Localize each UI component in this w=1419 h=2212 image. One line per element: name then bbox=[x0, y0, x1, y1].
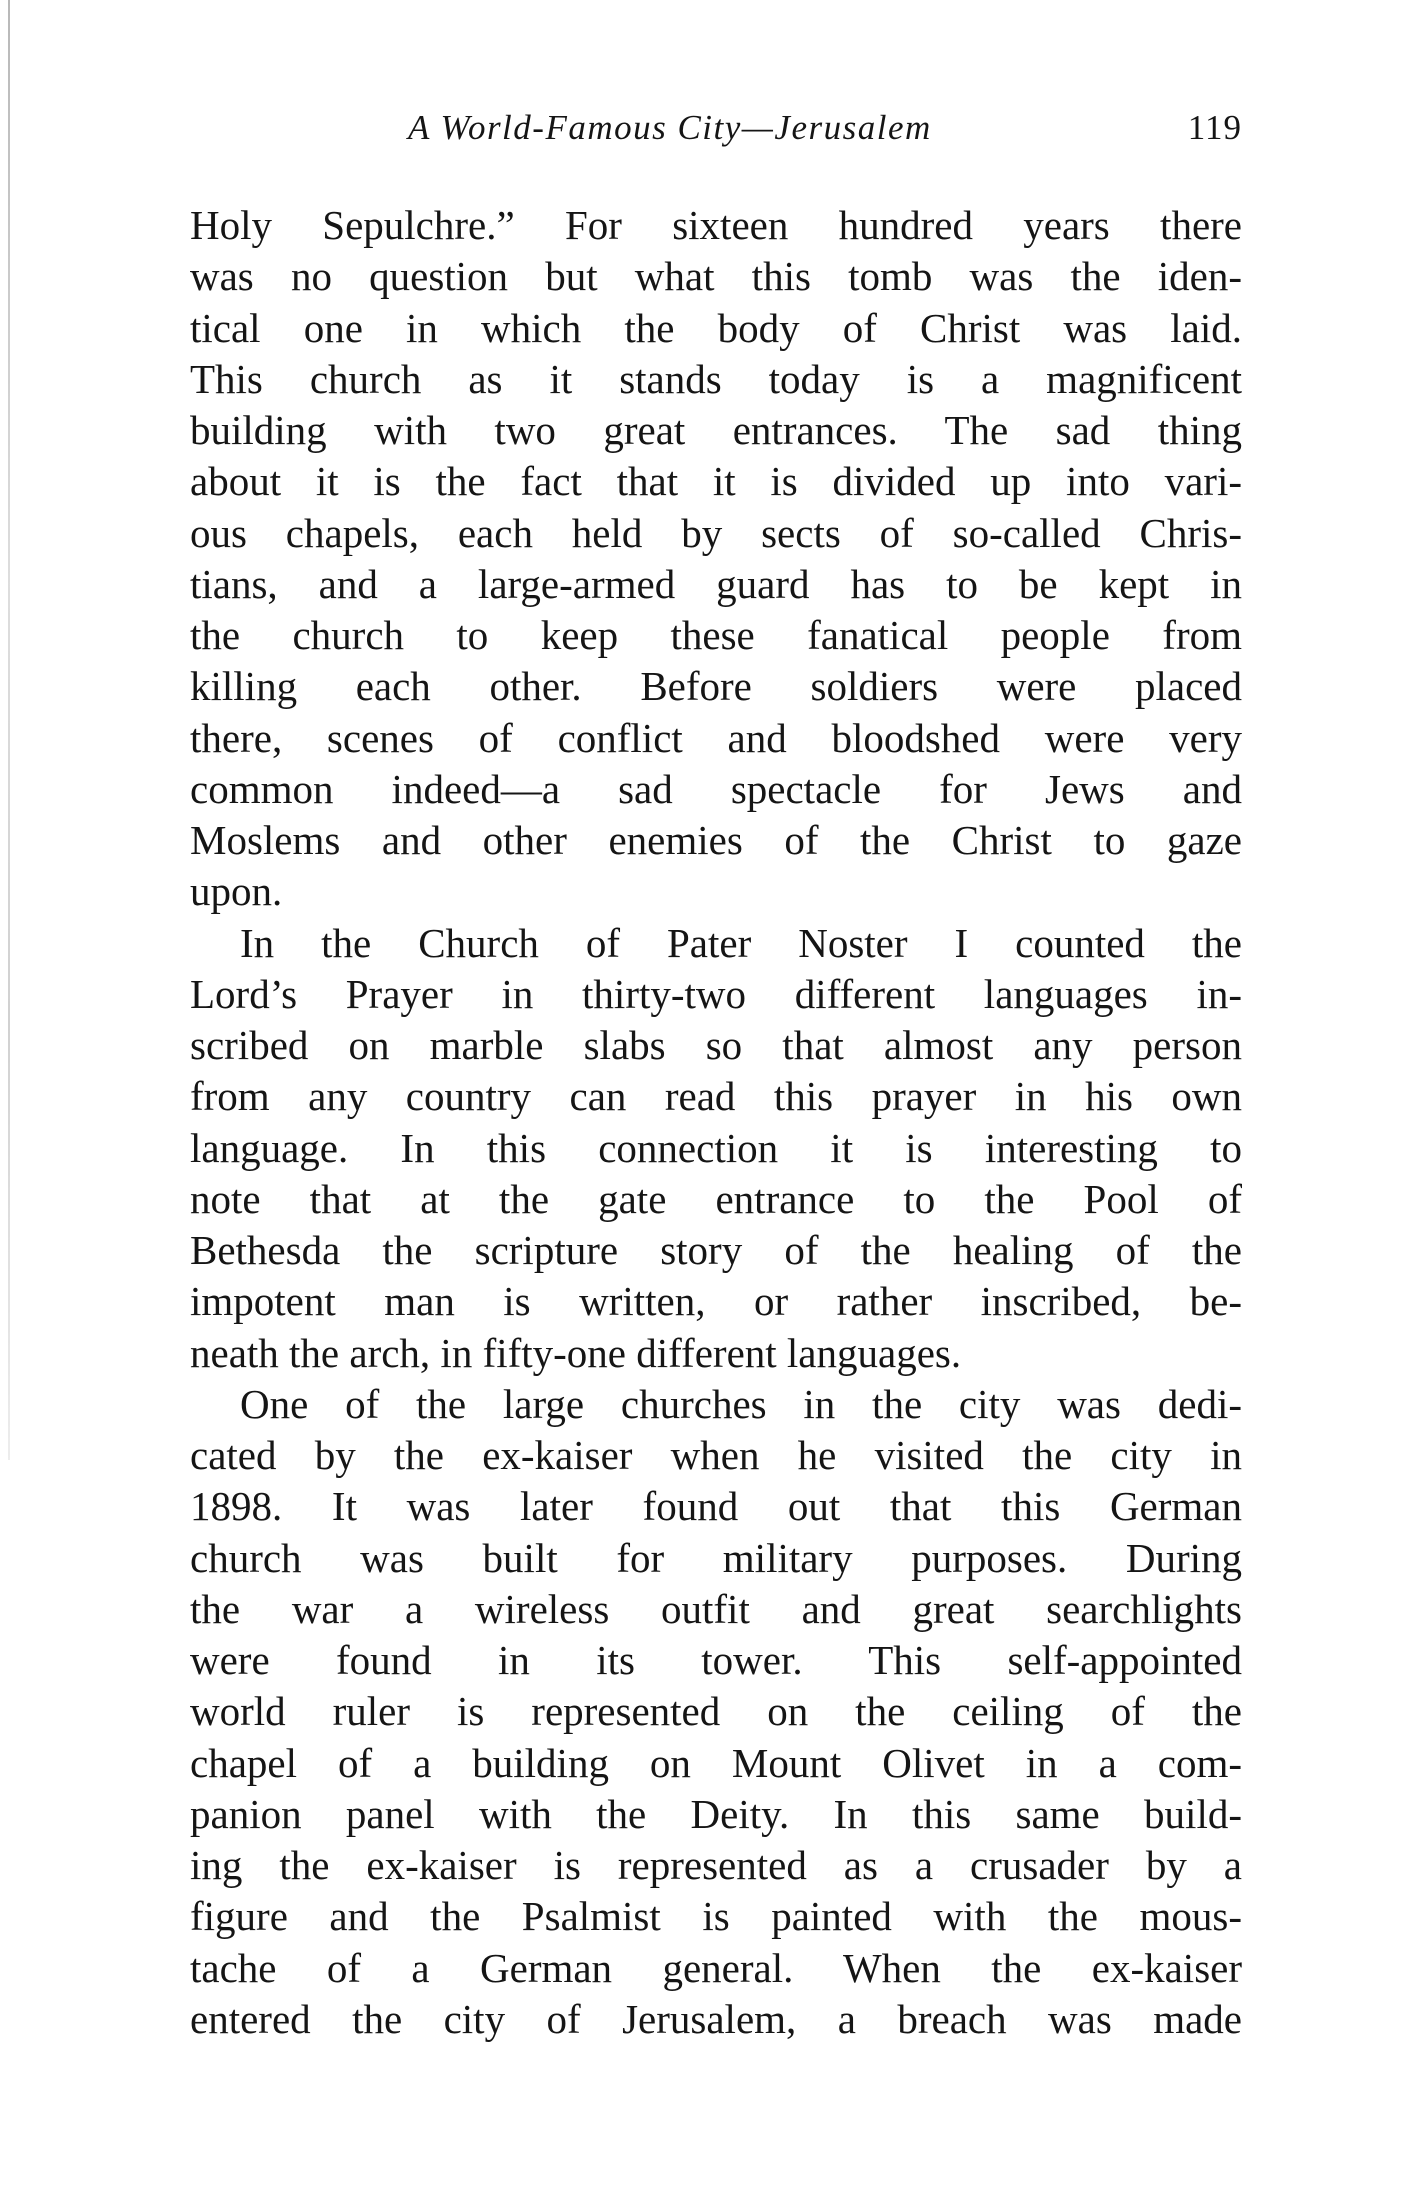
text-line: chapel of a building on Mount Olivet in a com- bbox=[190, 1739, 1242, 1786]
text-line: Bethesda the scripture story of the healing of the bbox=[190, 1227, 1242, 1273]
text-line: was no question but what this tomb was the iden- bbox=[190, 253, 1242, 300]
text-line: from any country can read this prayer in his own bbox=[190, 1073, 1242, 1120]
text-line: One of the large churches in the city was dedi- bbox=[240, 1380, 1242, 1427]
text-line: tache of a German general. When the ex-kaiser bbox=[190, 1944, 1242, 1991]
text-line: tical one in which the body of Christ was laid. bbox=[190, 304, 1242, 351]
text-line: cated by the ex-kaiser when he visited the city in bbox=[190, 1432, 1242, 1478]
text-line: entered the city of Jerusalem, a breach was made bbox=[190, 1995, 1242, 2042]
running-title: A World-Famous City—Jerusalem bbox=[408, 108, 932, 147]
text-line: This church as it stands today is a magnificent bbox=[190, 355, 1242, 402]
paragraph-2 bbox=[190, 918, 1242, 1379]
text-line: common indeed—a sad spectacle for Jews and bbox=[190, 765, 1242, 812]
text-line: panion panel with the Deity. In this same build- bbox=[190, 1790, 1242, 1837]
text-line: figure and the Psalmist is painted with the mous- bbox=[190, 1893, 1242, 1940]
text-line: the war a wireless outfit and great searchlights bbox=[190, 1585, 1242, 1632]
paragraph-1 bbox=[190, 200, 1242, 918]
text-line: about it is the fact that it is divided up into vari- bbox=[190, 458, 1242, 505]
text-line: Moslems and other enemies of the Christ to gaze bbox=[190, 817, 1242, 863]
text-line: neath the arch, in fifty-one different languages. bbox=[190, 1329, 962, 1376]
text-line: In the Church of Pater Noster I counted the bbox=[240, 919, 1242, 966]
text-line: scribed on marble slabs so that almost any person bbox=[190, 1022, 1242, 1068]
text-line: church was built for military purposes. During bbox=[190, 1534, 1242, 1581]
text-line: language. In this connection it is interesting to bbox=[190, 1124, 1242, 1171]
body-text bbox=[190, 200, 1242, 2045]
text-line: building with two great entrances. The sad thing bbox=[190, 407, 1242, 453]
text-line: there, scenes of conflict and bloodshed were very bbox=[190, 714, 1242, 761]
running-head bbox=[190, 108, 1242, 158]
text-line: impotent man is written, or rather inscribed, be- bbox=[190, 1278, 1242, 1325]
text-line: were found in its tower. This self-appointed bbox=[190, 1637, 1242, 1683]
text-line: ous chapels, each held by sects of so-called Chris- bbox=[190, 509, 1242, 556]
text-line: upon. bbox=[190, 868, 283, 915]
text-line: 1898. It was later found out that this German bbox=[190, 1483, 1242, 1530]
text-line: world ruler is represented on the ceiling of the bbox=[190, 1688, 1242, 1735]
page-number: 119 bbox=[1187, 108, 1242, 147]
text-line: tians, and a large-armed guard has to be kept in bbox=[190, 560, 1242, 607]
text-line: the church to keep these fanatical people from bbox=[190, 612, 1242, 658]
text-line: note that at the gate entrance to the Pool of bbox=[190, 1175, 1242, 1222]
text-line: killing each other. Before soldiers were placed bbox=[190, 663, 1242, 710]
text-line: Holy Sepulchre.” For sixteen hundred years there bbox=[190, 202, 1242, 248]
paragraph-3 bbox=[190, 1379, 1242, 2045]
text-line: Lord’s Prayer in thirty-two different languages in- bbox=[190, 970, 1242, 1017]
text-line: ing the ex-kaiser is represented as a crusader by a bbox=[190, 1842, 1242, 1888]
page-edge-shadow bbox=[8, 0, 10, 1460]
